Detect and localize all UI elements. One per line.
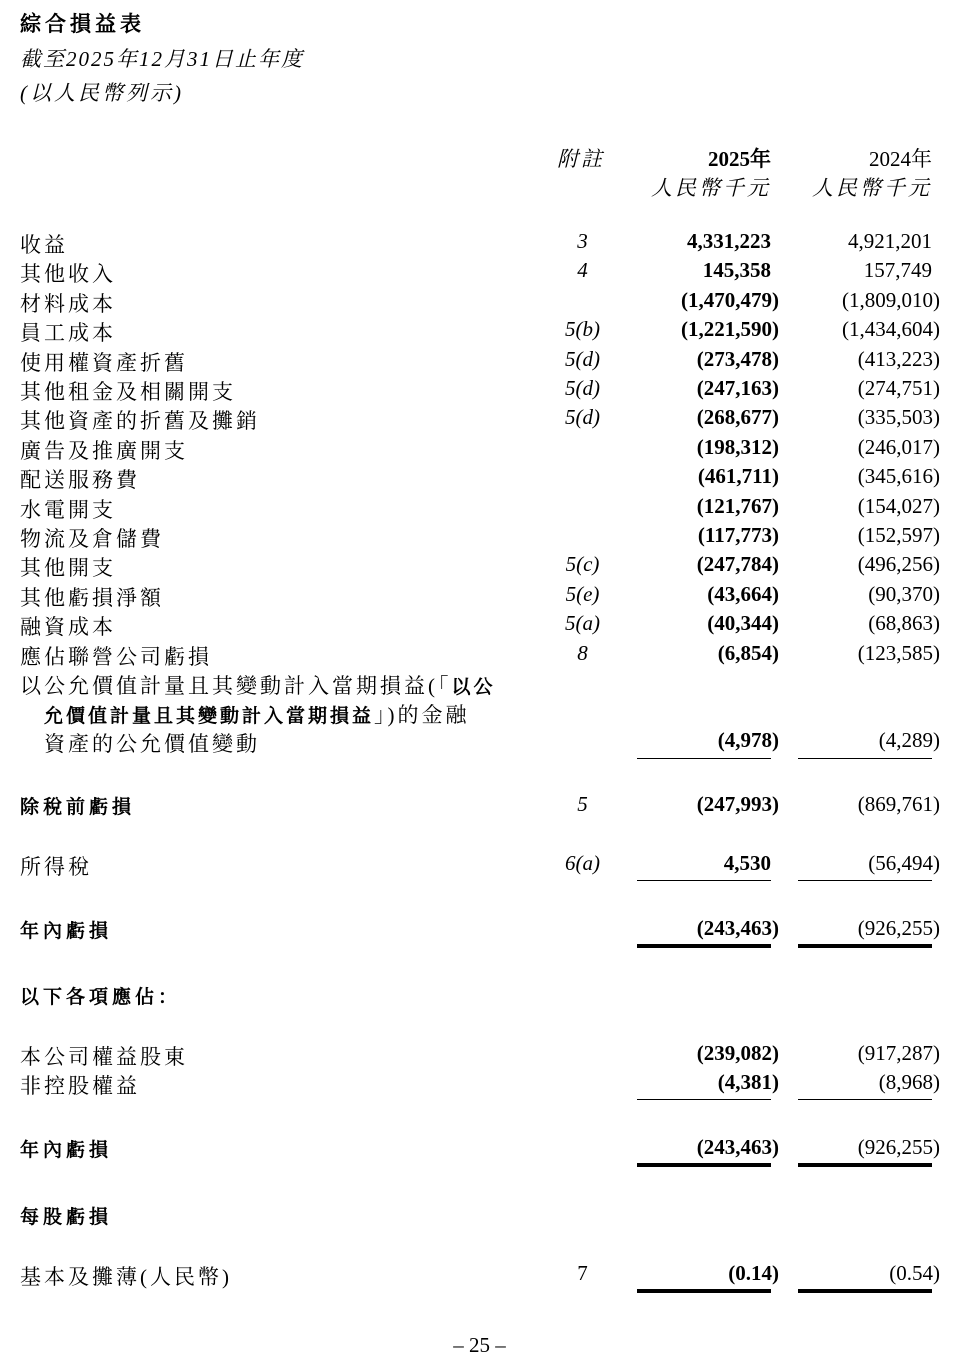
eps-2025: (0.14) (728, 1261, 779, 1285)
line-item-2024: (274,751) (857, 376, 940, 400)
line-item-2025: (43,664) (707, 581, 779, 606)
line-item-label: 其他資產的折舊及攤銷 (20, 409, 260, 434)
line-item-label: 其他租金及相關開支 (20, 380, 236, 404)
period-subtitle: 截至2025年12月31日止年度 (20, 47, 304, 71)
income-tax-label: 所得稅 (20, 855, 92, 879)
line-item-2024: 4,921,201 (848, 229, 932, 253)
column-header-2024: 2024年 (869, 147, 932, 171)
line-item-2024: (152,597) (857, 523, 940, 547)
line-item-2024: (1,809,010) (842, 287, 940, 312)
line-item-row (0, 611, 959, 640)
line-item-2025: 4,331,223 (687, 229, 771, 253)
column-header-2025: 2025年 (708, 147, 771, 171)
line-item-label: 員工成本 (20, 321, 116, 346)
eps-row (0, 1261, 959, 1290)
line-item-2025: 145,358 (702, 258, 771, 283)
column-header-note: 附註 (557, 147, 605, 171)
income-tax-row (0, 851, 959, 880)
loss-for-year-label: 年內虧損 (20, 920, 113, 942)
loss-for-year-2024: (926,255) (857, 916, 940, 940)
line-item-2025: (6,854) (717, 640, 779, 665)
line-item-note: 5(b) (565, 317, 600, 342)
line-item-row (0, 464, 959, 493)
eps-heading-row (0, 1202, 959, 1231)
line-item-2024: (345,616) (857, 464, 940, 489)
line-item-2025: (247,163) (696, 376, 779, 400)
line-item-note: 5(d) (565, 376, 600, 400)
fvtpl-line1-bold: 以公 (451, 676, 496, 698)
line-item-label: 廣告及推廣開支 (20, 438, 188, 463)
line-item-2024: (335,503) (857, 405, 940, 430)
attributable-rule-2025 (637, 1099, 771, 1100)
line-item-2024: (68,863) (868, 611, 940, 636)
attributable-heading-row (0, 982, 959, 1011)
line-item-2025: (121,767) (696, 493, 779, 518)
line-item-note: 8 (577, 640, 588, 665)
line-item-label: 其他虧損淨額 (20, 585, 164, 610)
attributable-2024: (917,287) (857, 1041, 940, 1065)
eps-heading: 每股虧損 (20, 1206, 113, 1228)
attributable-2025: (4,381) (717, 1070, 779, 1094)
line-item-2024: (1,434,604) (842, 317, 940, 342)
attributable-row (0, 1041, 959, 1070)
line-item-2025: (117,773) (697, 523, 779, 547)
subtotal-rule-2024 (798, 758, 932, 759)
eps-2024: (0.54) (889, 1261, 940, 1285)
line-item-2025: (198,312) (696, 434, 779, 459)
line-item-row (0, 347, 959, 376)
line-item-label: 配送服務費 (20, 468, 140, 493)
attributable-heading: 以下各項應佔： (20, 986, 182, 1008)
loss-for-year-2025: (243,463) (696, 916, 779, 940)
loss-before-tax-2024: (869,761) (857, 792, 940, 816)
line-item-2024: (246,017) (857, 434, 940, 459)
line-item-row (0, 435, 959, 464)
income-tax-2025: 4,530 (723, 851, 771, 875)
line-item-label: 材料成本 (20, 291, 116, 316)
line-item-row (0, 405, 959, 434)
attributable-row (0, 1070, 959, 1099)
fvtpl-label-line2 (44, 699, 470, 729)
total-rule-2024 (798, 944, 932, 948)
attributable-2025: (239,082) (696, 1041, 779, 1065)
line-item-row (0, 641, 959, 670)
currency-note: (以人民幣列示) (20, 81, 184, 105)
line-item-2024: (154,027) (857, 493, 940, 518)
page-number: – 25 – (453, 1333, 506, 1357)
line-item-2025: (40,344) (707, 611, 779, 636)
line-item-note: 5(a) (565, 611, 600, 636)
line-item-label: 融資成本 (20, 615, 116, 640)
total-rule-2025-2 (637, 1163, 771, 1167)
line-item-2024: (123,585) (857, 640, 940, 665)
line-item-note: 5(d) (565, 346, 600, 371)
line-item-row (0, 376, 959, 405)
line-item-note: 5(e) (565, 581, 600, 606)
attributable-2024: (8,968) (878, 1070, 940, 1094)
line-item-row (0, 582, 959, 611)
loss-for-year-row (0, 916, 959, 945)
fvtpl-2024: (4,289) (878, 728, 940, 752)
line-item-2024: (90,370) (868, 581, 940, 606)
line-item-label: 使用權資產折舊 (20, 350, 188, 375)
line-item-note: 3 (577, 229, 588, 253)
subtotal-rule-2025 (637, 758, 771, 759)
loss-before-tax-2025: (247,993) (696, 792, 779, 816)
attributable-rule-2024 (798, 1099, 932, 1100)
line-item-row (0, 523, 959, 552)
line-item-row (0, 552, 959, 581)
line-item-label: 水電開支 (20, 497, 116, 522)
line-item-2025: (247,784) (696, 552, 779, 577)
eps-rule-2025 (637, 1289, 771, 1293)
total-rule-2024-2 (798, 1163, 932, 1167)
line-item-2024: (496,256) (857, 552, 940, 577)
loss-for-year-row-2 (0, 1135, 959, 1164)
fvtpl-label-line1 (20, 670, 496, 700)
line-item-row (0, 494, 959, 523)
loss-for-year-2024-2: (926,255) (857, 1135, 940, 1159)
line-item-label: 收益 (20, 233, 68, 257)
line-item-row (0, 229, 959, 258)
tax-rule-2025 (637, 880, 771, 881)
line-item-row (0, 258, 959, 287)
line-item-2024: (413,223) (857, 346, 940, 371)
line-item-row (0, 317, 959, 346)
loss-for-year-label-2: 年內虧損 (20, 1139, 113, 1161)
eps-note: 7 (577, 1261, 588, 1285)
statement-title: 綜合損益表 (20, 12, 145, 36)
fvtpl-line2-bold: 允價值計量且其變動計入當期損益 (44, 705, 375, 727)
loss-before-tax-note: 5 (577, 792, 588, 816)
line-item-label: 其他開支 (20, 556, 116, 581)
line-item-2024: 157,749 (863, 258, 932, 283)
column-unit-2025: 人民幣千元 (651, 176, 771, 200)
column-unit-2024: 人民幣千元 (812, 176, 932, 200)
tax-rule-2024 (798, 880, 932, 881)
line-item-label: 物流及倉儲費 (20, 527, 164, 551)
loss-for-year-2025-2: (243,463) (696, 1135, 779, 1159)
total-rule-2025 (637, 944, 771, 948)
fvtpl-2025: (4,978) (717, 728, 779, 752)
loss-before-tax-label: 除稅前虧損 (20, 796, 136, 818)
line-item-label: 其他收入 (20, 262, 116, 287)
income-tax-2024: (56,494) (868, 851, 940, 875)
income-tax-note: 6(a) (565, 851, 600, 875)
line-item-2025: (1,221,590) (681, 317, 779, 342)
line-item-label: 應佔聯營公司虧損 (20, 644, 212, 669)
line-item-note: 5(d) (565, 405, 600, 430)
attributable-label: 本公司權益股東 (20, 1045, 188, 1069)
line-item-note: 4 (577, 258, 588, 283)
line-item-2025: (268,677) (696, 405, 779, 430)
fvtpl-label-line3: 資產的公允價值變動 (44, 732, 260, 756)
eps-label: 基本及攤薄(人民幣) (20, 1265, 232, 1289)
line-item-2025: (1,470,479) (681, 287, 779, 312)
line-item-2025: (461,711) (697, 464, 779, 489)
line-item-row (0, 288, 959, 317)
fvtpl-values (0, 728, 959, 757)
eps-rule-2024 (798, 1289, 932, 1293)
fvtpl-line2-text: 」)的金融 (374, 703, 470, 727)
attributable-label: 非控股權益 (20, 1074, 140, 1098)
line-item-2025: (273,478) (696, 346, 779, 371)
loss-before-tax-row (0, 792, 959, 821)
fvtpl-line1-text: 以公允價值計量且其變動計入當期損益(「 (20, 674, 452, 698)
line-item-note: 5(c) (565, 552, 600, 577)
